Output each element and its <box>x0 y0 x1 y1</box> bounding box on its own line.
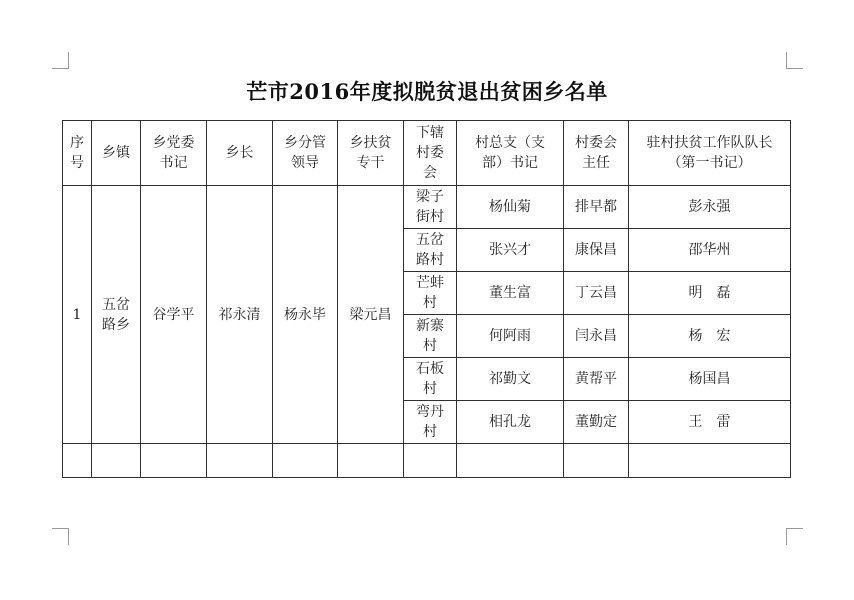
header-seq: 序号 <box>63 121 92 186</box>
cell-village-secretary: 何阿雨 <box>457 315 564 358</box>
cell-committee-director: 黄帮平 <box>564 358 629 401</box>
crop-mark-bottom-left <box>52 528 69 545</box>
cell-village: 新寨村 <box>404 315 457 358</box>
cell-committee-director: 闫永昌 <box>564 315 629 358</box>
table-row <box>63 186 791 229</box>
cell-township: 五岔路乡 <box>92 186 141 444</box>
cell-committee-director: 董勤定 <box>564 401 629 444</box>
cell-team-leader: 杨 宏 <box>629 315 791 358</box>
cell-village: 梁子街村 <box>404 186 457 229</box>
cell-committee-director: 排早都 <box>564 186 629 229</box>
empty-cell <box>273 444 338 478</box>
cell-village-secretary: 张兴才 <box>457 229 564 272</box>
header-village-committee: 下辖村委会 <box>404 121 457 186</box>
cell-village: 五岔路村 <box>404 229 457 272</box>
cell-village: 芒蚌村 <box>404 272 457 315</box>
cell-township-head: 祁永清 <box>207 186 273 444</box>
header-village-secretary: 村总支（支部）书记 <box>457 121 564 186</box>
empty-cell <box>63 444 92 478</box>
cell-village: 弯丹村 <box>404 401 457 444</box>
header-leader-in-charge: 乡分管领导 <box>273 121 338 186</box>
cell-leader-in-charge: 杨永毕 <box>273 186 338 444</box>
cell-village: 石板村 <box>404 358 457 401</box>
header-row <box>63 121 791 186</box>
cell-seq: 1 <box>63 186 92 444</box>
cell-team-leader: 杨国昌 <box>629 358 791 401</box>
cell-poverty-cadre: 梁元昌 <box>338 186 404 444</box>
header-township: 乡镇 <box>92 121 141 186</box>
crop-mark-bottom-right <box>786 528 803 545</box>
header-team-leader: 驻村扶贫工作队队长（第一书记） <box>629 121 791 186</box>
empty-cell <box>404 444 457 478</box>
empty-cell <box>629 444 791 478</box>
empty-cell <box>457 444 564 478</box>
empty-cell <box>141 444 207 478</box>
cell-village-secretary: 相孔龙 <box>457 401 564 444</box>
cell-village-secretary: 祁勤文 <box>457 358 564 401</box>
header-township-head: 乡长 <box>207 121 273 186</box>
empty-cell <box>338 444 404 478</box>
crop-mark-top-left <box>52 52 69 69</box>
cell-team-leader: 彭永强 <box>629 186 791 229</box>
cell-committee-director: 康保昌 <box>564 229 629 272</box>
cell-committee-director: 丁云昌 <box>564 272 629 315</box>
cell-team-leader: 邵华州 <box>629 229 791 272</box>
cell-team-leader: 明 磊 <box>629 272 791 315</box>
cell-party-secretary: 谷学平 <box>141 186 207 444</box>
cell-village-secretary: 杨仙菊 <box>457 186 564 229</box>
header-committee-director: 村委会主任 <box>564 121 629 186</box>
empty-cell <box>207 444 273 478</box>
cell-village-secretary: 董生富 <box>457 272 564 315</box>
poverty-exit-roster-table <box>62 120 791 478</box>
header-poverty-cadre: 乡扶贫专干 <box>338 121 404 186</box>
header-party-secretary: 乡党委书记 <box>141 121 207 186</box>
empty-row <box>63 444 791 478</box>
empty-cell <box>564 444 629 478</box>
crop-mark-top-right <box>786 52 803 69</box>
cell-team-leader: 王 雷 <box>629 401 791 444</box>
empty-cell <box>92 444 141 478</box>
document-title: 芒市2016年度拟脱贫退出贫困乡名单 <box>246 79 608 104</box>
